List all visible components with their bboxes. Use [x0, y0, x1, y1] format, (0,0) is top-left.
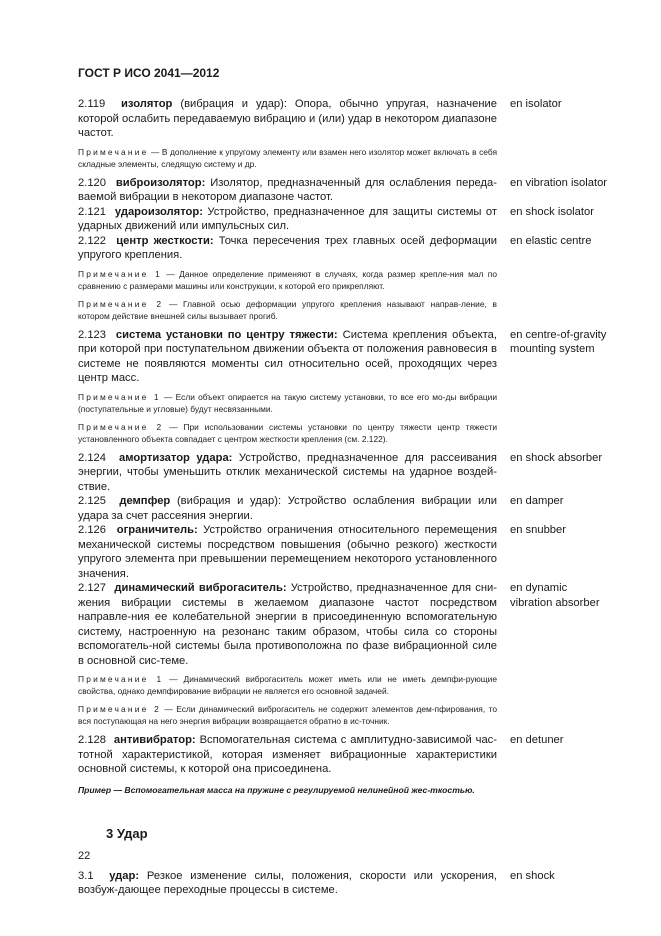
term-definition: Устройство, предназначенное для сни-жения вибрации системы в желаемом диапазоне частот посредством направле-ния ее колебательной энергии в присоединенную вспомогательную систему, настроенную на резонанс таким образом, чтобы сила со стороны вспомогатель-ной системы была противоположна по фазе вибрационной силе в основной сис-теме.: [78, 582, 498, 667]
page-number: 22: [78, 850, 91, 862]
term-number: 2.119: [78, 98, 106, 110]
term-name: изолятор: [121, 98, 173, 110]
term-entry-3-1: [78, 869, 608, 898]
term-name: демпфер: [119, 495, 171, 507]
term-entry-2-119: [78, 97, 608, 141]
term-name: ограничитель:: [116, 524, 198, 536]
term-entry-2-123: [78, 328, 608, 386]
term-entry-2-127: [78, 581, 608, 668]
term-definition: Резкое изменение силы, положения, скорости или ускорения, возбуж-дающее переходные процессы в системе.: [78, 869, 498, 896]
term-english: en vibration isolator: [510, 176, 608, 189]
term-name: динамический виброгаситель:: [114, 582, 287, 594]
note-2-119: [78, 146, 497, 170]
term-number: 2.126: [78, 524, 106, 536]
term-definition: Устройство, предназначенное для защиты системы от ударных движений или импульсных сил.: [78, 205, 498, 232]
note-2-122-2: [78, 298, 497, 322]
note-text: — При использовании системы установки по центру тяжести центр тяжести установленного объекта совпадает с центром жесткости крепления (см. 2.122).: [78, 421, 498, 444]
note-label: Примечание 2: [78, 298, 164, 309]
document-body: [78, 97, 608, 898]
term-name: антивибратор:: [113, 734, 196, 746]
note-text: — В дополнение к упругому элементу или взамен него изолятор может включать в себя складные элементы, следящую систему и др.: [78, 146, 497, 169]
term-entry-2-124: [78, 451, 608, 495]
term-name: виброизолятор:: [115, 176, 206, 189]
term-number: 3.1: [78, 869, 94, 882]
term-definition: Точка пересечения трех главных осей деформации упругого крепления.: [78, 234, 498, 261]
term-number: 2.122: [78, 234, 106, 247]
note-2-123-2: [78, 421, 497, 445]
note-text: — Данное определение применяют в случаях, когда размер крепле-ния мал по сравнению с размерами машины или конструкции, к которой его прикрепляют.: [78, 268, 497, 291]
term-number: 2.127: [78, 582, 106, 594]
term-entry-2-121: [78, 205, 608, 234]
term-number: 2.123: [78, 328, 106, 341]
term-english: en shock isolator: [510, 205, 594, 218]
term-name: амортизатор удара:: [119, 451, 233, 464]
term-definition: Опора, обычно упругая, назначение которой ослабить передаваемую вибрацию и (или) удар в некотором диапазоне частот.: [78, 98, 497, 139]
term-name: удар:: [109, 869, 140, 882]
term-english: en shock: [510, 869, 555, 882]
term-name: удароизолятор:: [114, 205, 203, 218]
note-text: — Главной осью деформации упругого крепления называют направ-ление, в котором действие внешней силы вызывает прогиб.: [78, 298, 497, 321]
term-definition: Устройство, предназначенное для рассеивания энергии, чтобы уменьшить отклик механической системы на ударное воздей-ствие.: [78, 451, 497, 493]
note-2-127-1: [78, 673, 497, 697]
note-label: Примечание 1: [78, 391, 161, 402]
note-text: — Если динамический виброгаситель не содержит элементов дем-пфирования, то вся поступающая на него энергия вибрации возвращается обратно в ис-точник.: [78, 704, 497, 726]
note-text: — Динамический виброгаситель может иметь или не иметь демпфи-рующие свойства, однако демпфирование вибрации не является его основной задачей.: [78, 674, 498, 696]
section-heading: 3 Удар: [106, 825, 148, 841]
term-definition: Изолятор, предназначенный для ослабления переда-ваемой вибрации в некотором диапазоне частот.: [78, 176, 498, 203]
term-english: en centre-of-gravity mounting system: [510, 328, 607, 355]
term-name: система установки по центру тяжести:: [115, 328, 338, 341]
term-number: 2.121: [78, 205, 106, 218]
term-definition: Вспомогательная система с амплитудно-зависимой час-тотной характеристикой, которая изменяет вибрационные характеристики основной системы, к которой она присоединена.: [78, 734, 498, 775]
note-label: Примечание 2: [78, 421, 164, 432]
note-text: — Если объект опирается на такую систему установки, то все его мо-ды вибрации (поступательные и угловые) будут несвязанными.: [78, 391, 498, 414]
term-number: 2.125: [78, 495, 106, 507]
note-2-127-2: [78, 703, 497, 727]
term-entry-2-128: [78, 733, 608, 777]
term-number: 2.124: [78, 451, 106, 464]
note-label: Примечание 1: [78, 268, 162, 279]
term-english: en damper: [510, 495, 564, 507]
term-number: 2.120: [78, 176, 106, 189]
term-english: en dynamic vibration absorber: [510, 582, 600, 609]
term-definition: Устройство ограничения относительного перемещения механической системы посредством повышения (обычно резкого) жесткости упругого элемента при превышении перемещением некоторого установленного значения.: [78, 524, 498, 580]
note-label: Примечание 1: [78, 674, 164, 684]
term-qualifier: (вибрация и удар):: [176, 495, 282, 507]
note-2-123-1: [78, 391, 497, 415]
example-2-128: Пример — Вспомогательная масса на пружине с регулируемой нелинейной жес-ткостью.: [78, 784, 475, 795]
note-label: Примечание 2: [78, 704, 161, 714]
term-name: центр жесткости:: [116, 234, 214, 247]
note-2-122-1: [78, 268, 497, 292]
term-english: en elastic centre: [510, 234, 592, 247]
term-entry-2-120: [78, 176, 608, 205]
term-qualifier: (вибрация и удар):: [180, 98, 287, 110]
term-definition: Система крепления объекта, при которой при поступательном движении объекта от положения равновесия в системе не появляются моменты сил относительно осей, проходящих через центр масс.: [78, 328, 497, 384]
term-english: en detuner: [510, 734, 564, 746]
term-definition: Устройство ослабления вибрации или удара за счет рассеяния энергии.: [78, 495, 498, 522]
term-number: 2.128: [78, 734, 106, 746]
term-entry-2-126: [78, 523, 608, 581]
term-english: en isolator: [510, 98, 562, 110]
term-entry-2-122: [78, 234, 608, 263]
note-label: Примечание: [78, 146, 149, 157]
term-english: en shock absorber: [510, 451, 603, 464]
term-entry-2-125: [78, 494, 608, 523]
document-header: ГОСТ Р ИСО 2041—2012: [78, 66, 220, 80]
term-english: en snubber: [510, 524, 566, 536]
